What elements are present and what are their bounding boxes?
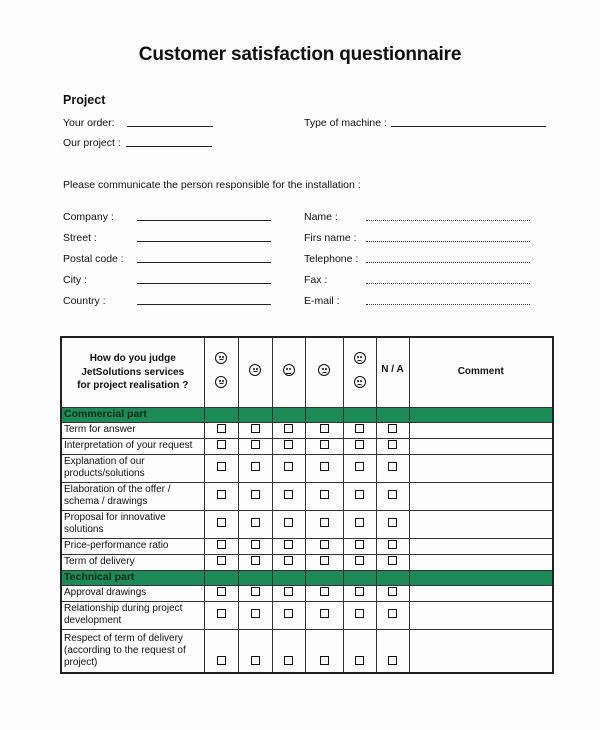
- question-line: JetSolutions services: [81, 366, 185, 378]
- rating-checkbox[interactable]: [284, 424, 293, 433]
- rating-neutral-header: [272, 337, 305, 407]
- rating-checkbox[interactable]: [320, 540, 329, 549]
- table-row: [61, 454, 553, 482]
- name-label: Name :: [304, 211, 338, 223]
- rating-good-header: [238, 337, 272, 407]
- country-field[interactable]: [137, 303, 271, 305]
- rating-checkbox[interactable]: [217, 609, 226, 618]
- our-project-label: Our project :: [63, 137, 121, 149]
- rating-checkbox[interactable]: [320, 656, 329, 665]
- your-order-label: Your order:: [63, 117, 115, 129]
- category-row-technical: [61, 570, 553, 585]
- our-project-field[interactable]: [126, 145, 212, 147]
- question-header: [61, 337, 204, 407]
- city-field[interactable]: [137, 282, 271, 284]
- na-checkbox[interactable]: [388, 656, 397, 665]
- na-header: N / A: [376, 337, 409, 407]
- rating-checkbox[interactable]: [217, 540, 226, 549]
- city-row: [63, 274, 271, 286]
- table-row: [61, 538, 553, 554]
- rating-checkbox[interactable]: [217, 462, 226, 471]
- sad-icon: [354, 352, 366, 364]
- rating-checkbox[interactable]: [251, 440, 260, 449]
- na-checkbox[interactable]: [388, 440, 397, 449]
- type-of-machine-row: [304, 117, 546, 129]
- rating-checkbox[interactable]: [251, 540, 260, 549]
- our-project-row: [63, 137, 212, 149]
- rating-bad-header: [305, 337, 343, 407]
- table-row: [61, 554, 553, 570]
- rating-checkbox[interactable]: [284, 440, 293, 449]
- comment-cell[interactable]: [409, 629, 553, 673]
- comment-cell[interactable]: [409, 510, 553, 538]
- table-row: [61, 629, 553, 673]
- instruction-text: Please communicate the person responsible for the installation :: [63, 179, 361, 191]
- company-row: [63, 211, 271, 223]
- comment-cell[interactable]: [409, 585, 553, 601]
- rating-checkbox[interactable]: [251, 556, 260, 565]
- telephone-field[interactable]: [366, 261, 530, 263]
- happy-icon: [215, 352, 227, 364]
- question-line: for project realisation ?: [77, 380, 189, 391]
- na-checkbox[interactable]: [388, 490, 397, 499]
- rating-checkbox[interactable]: [355, 518, 364, 527]
- rating-checkbox[interactable]: [320, 440, 329, 449]
- na-checkbox[interactable]: [388, 462, 397, 471]
- rating-checkbox[interactable]: [251, 424, 260, 433]
- company-label: Company :: [63, 211, 114, 223]
- rating-checkbox[interactable]: [355, 540, 364, 549]
- na-checkbox[interactable]: [388, 587, 397, 596]
- comment-cell[interactable]: [409, 482, 553, 510]
- rating-checkbox[interactable]: [217, 656, 226, 665]
- na-checkbox[interactable]: [388, 609, 397, 618]
- item-label: Term of delivery: [61, 554, 204, 570]
- item-label: Approval drawings: [61, 585, 204, 601]
- postal-code-label: Postal code :: [63, 253, 124, 265]
- na-checkbox[interactable]: [388, 540, 397, 549]
- rating-checkbox[interactable]: [284, 518, 293, 527]
- rating-checkbox[interactable]: [320, 609, 329, 618]
- rating-checkbox[interactable]: [217, 440, 226, 449]
- first-name-label: Firs name :: [304, 232, 357, 244]
- email-field[interactable]: [366, 303, 530, 305]
- rating-checkbox[interactable]: [355, 424, 364, 433]
- rating-checkbox[interactable]: [320, 518, 329, 527]
- rating-checkbox[interactable]: [284, 587, 293, 596]
- comment-cell[interactable]: [409, 422, 553, 438]
- table-row: [61, 482, 553, 510]
- rating-checkbox[interactable]: [355, 462, 364, 471]
- item-label: Interpretation of your request: [61, 438, 204, 454]
- email-row: [304, 295, 530, 307]
- fax-label: Fax :: [304, 274, 328, 286]
- rating-checkbox[interactable]: [320, 556, 329, 565]
- rating-checkbox[interactable]: [320, 587, 329, 596]
- name-row: [304, 211, 530, 223]
- rating-checkbox[interactable]: [284, 462, 293, 471]
- comment-cell[interactable]: [409, 554, 553, 570]
- rating-checkbox[interactable]: [284, 656, 293, 665]
- table-row: [61, 422, 553, 438]
- rating-checkbox[interactable]: [251, 587, 260, 596]
- street-row: [63, 232, 271, 244]
- fax-row: [304, 274, 530, 286]
- telephone-row: [304, 253, 530, 265]
- rating-very-good-header: [204, 337, 238, 407]
- happy-icon: [215, 376, 227, 388]
- sad-icon: [354, 376, 366, 388]
- city-label: City :: [63, 274, 87, 286]
- type-of-machine-label: Type of machine :: [304, 117, 387, 129]
- item-label: Explanation of our products/solutions: [61, 454, 204, 482]
- type-of-machine-field[interactable]: [391, 125, 546, 127]
- item-label: Term for answer: [61, 422, 204, 438]
- category-row-commercial: [61, 407, 553, 422]
- comment-cell[interactable]: [409, 454, 553, 482]
- telephone-label: Telephone :: [304, 253, 359, 265]
- item-label: Elaboration of the offer / schema / drawings: [61, 482, 204, 510]
- rating-checkbox[interactable]: [284, 609, 293, 618]
- fax-field[interactable]: [366, 282, 530, 284]
- street-label: Street :: [63, 232, 97, 244]
- na-checkbox[interactable]: [388, 518, 397, 527]
- rating-checkbox[interactable]: [320, 462, 329, 471]
- item-label: Relationship during project development: [61, 601, 204, 629]
- rating-checkbox[interactable]: [251, 462, 260, 471]
- rating-checkbox[interactable]: [355, 490, 364, 499]
- country-label: Country :: [63, 295, 106, 307]
- project-heading: Project: [63, 93, 106, 107]
- sad-icon: [318, 364, 330, 376]
- category-label: Technical part: [61, 570, 204, 585]
- table-row: [61, 438, 553, 454]
- table-row: [61, 585, 553, 601]
- company-field[interactable]: [137, 219, 271, 221]
- rating-checkbox[interactable]: [217, 424, 226, 433]
- table-row: [61, 601, 553, 629]
- rating-checkbox[interactable]: [251, 490, 260, 499]
- street-field[interactable]: [137, 240, 271, 242]
- your-order-row: [63, 117, 213, 129]
- rating-checkbox[interactable]: [284, 490, 293, 499]
- rating-checkbox[interactable]: [251, 518, 260, 527]
- rating-checkbox[interactable]: [217, 490, 226, 499]
- rating-checkbox[interactable]: [320, 424, 329, 433]
- your-order-field[interactable]: [127, 125, 213, 127]
- rating-very-bad-header: [343, 337, 376, 407]
- rating-checkbox[interactable]: [217, 518, 226, 527]
- category-label: Commercial part: [61, 407, 204, 422]
- question-line: How do you judge: [89, 353, 176, 364]
- item-label: Price-performance ratio: [61, 538, 204, 554]
- name-field[interactable]: [366, 219, 530, 221]
- rating-checkbox[interactable]: [284, 556, 293, 565]
- rating-checkbox[interactable]: [355, 609, 364, 618]
- page-title: Customer satisfaction questionnaire: [138, 44, 462, 65]
- comment-cell[interactable]: [409, 538, 553, 554]
- rating-checkbox[interactable]: [251, 656, 260, 665]
- rating-checkbox[interactable]: [251, 609, 260, 618]
- rating-checkbox[interactable]: [217, 556, 226, 565]
- rating-checkbox[interactable]: [217, 587, 226, 596]
- first-name-field[interactable]: [366, 240, 530, 242]
- table-header-row: [61, 337, 553, 407]
- comment-header: Comment: [409, 337, 553, 407]
- rating-checkbox[interactable]: [284, 540, 293, 549]
- rating-checkbox[interactable]: [355, 587, 364, 596]
- item-label: Respect of term of delivery (according to the request of project): [61, 629, 204, 673]
- email-label: E-mail :: [304, 295, 340, 307]
- rating-checkbox[interactable]: [320, 490, 329, 499]
- comment-cell[interactable]: [409, 438, 553, 454]
- rating-checkbox[interactable]: [355, 656, 364, 665]
- postal-code-row: [63, 253, 271, 265]
- comment-cell[interactable]: [409, 601, 553, 629]
- table-row: [61, 510, 553, 538]
- rating-checkbox[interactable]: [355, 440, 364, 449]
- first-name-row: [304, 232, 530, 244]
- na-checkbox[interactable]: [388, 424, 397, 433]
- item-label: Proposal for innovative solutions: [61, 510, 204, 538]
- satisfaction-table: [60, 336, 554, 674]
- neutral-icon: [283, 364, 295, 376]
- happy-icon: [249, 364, 261, 376]
- na-checkbox[interactable]: [388, 556, 397, 565]
- postal-code-field[interactable]: [137, 261, 271, 263]
- rating-checkbox[interactable]: [355, 556, 364, 565]
- country-row: [63, 295, 271, 307]
